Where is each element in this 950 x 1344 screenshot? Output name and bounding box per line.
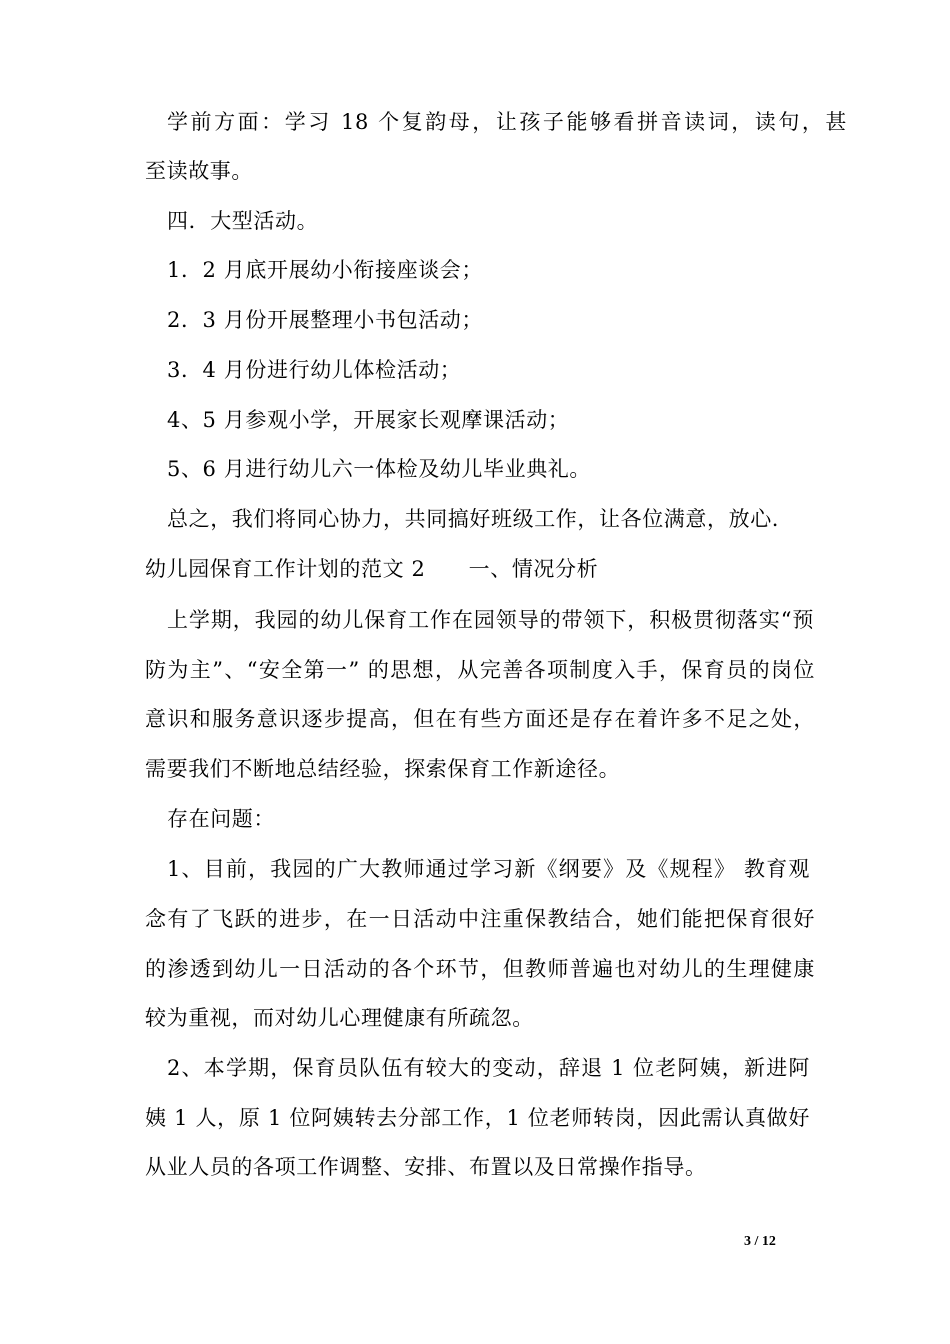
text-line: 上学期，我园的幼儿保育工作在园领导的带领下，积极贯彻落实“预 — [167, 608, 814, 632]
list-item: 5、6 月进行幼儿六一体检及幼儿毕业典礼。 — [167, 457, 591, 481]
text-line: 念有了飞跃的进步，在一日活动中注重保教结合，她们能把保育很好 — [145, 907, 815, 931]
section-heading: 四．大型活动。 — [167, 209, 319, 233]
list-item: 1．2 月底开展幼小衔接座谈会； — [167, 258, 483, 282]
text-line: 从业人员的各项工作调整、安排、布置以及日常操作指导。 — [145, 1155, 707, 1179]
text-line: 意识和服务意识逐步提高，但在有些方面还是存在着许多不足之处， — [145, 707, 815, 731]
text-line: 姨 1 人，原 1 位阿姨转去分部工作，1 位老师转岗，因此需认真做好 — [145, 1106, 810, 1130]
page-number: 3 / 12 — [744, 1234, 776, 1249]
text-line: 防为主”、“安全第一” 的思想，从完善各项制度入手，保育员的岗位 — [145, 658, 815, 682]
document-title: 幼儿园保育工作计划的范文 2 一、情况分析 — [145, 557, 599, 581]
list-item: 3．4 月份进行幼儿体检活动； — [167, 358, 462, 382]
text-line: 1、目前，我园的广大教师通过学习新《纲要》及《规程》 教育观 — [167, 857, 810, 881]
text-line: 学前方面：学习 18 个复韵母，让孩子能够看拼音读词，读句，甚 — [167, 110, 847, 134]
text-line: 的渗透到幼儿一日活动的各个环节，但教师普遍也对幼儿的生理健康 — [145, 957, 815, 981]
text-line: 较为重视，而对幼儿心理健康有所疏忽。 — [145, 1006, 534, 1030]
list-item: 2．3 月份开展整理小书包活动； — [167, 308, 483, 332]
text-line: 至读故事。 — [145, 159, 253, 183]
text-line: 2、本学期，保育员队伍有较大的变动，辞退 1 位老阿姨，新进阿 — [167, 1056, 810, 1080]
subheading: 存在问题： — [167, 807, 275, 831]
text-line: 需要我们不断地总结经验，探索保育工作新途径。 — [145, 757, 621, 781]
text-line: 总之，我们将同心协力，共同搞好班级工作，让各位满意，放心. — [167, 507, 780, 531]
list-item: 4、5 月参观小学，开展家长观摩课活动； — [167, 408, 570, 432]
